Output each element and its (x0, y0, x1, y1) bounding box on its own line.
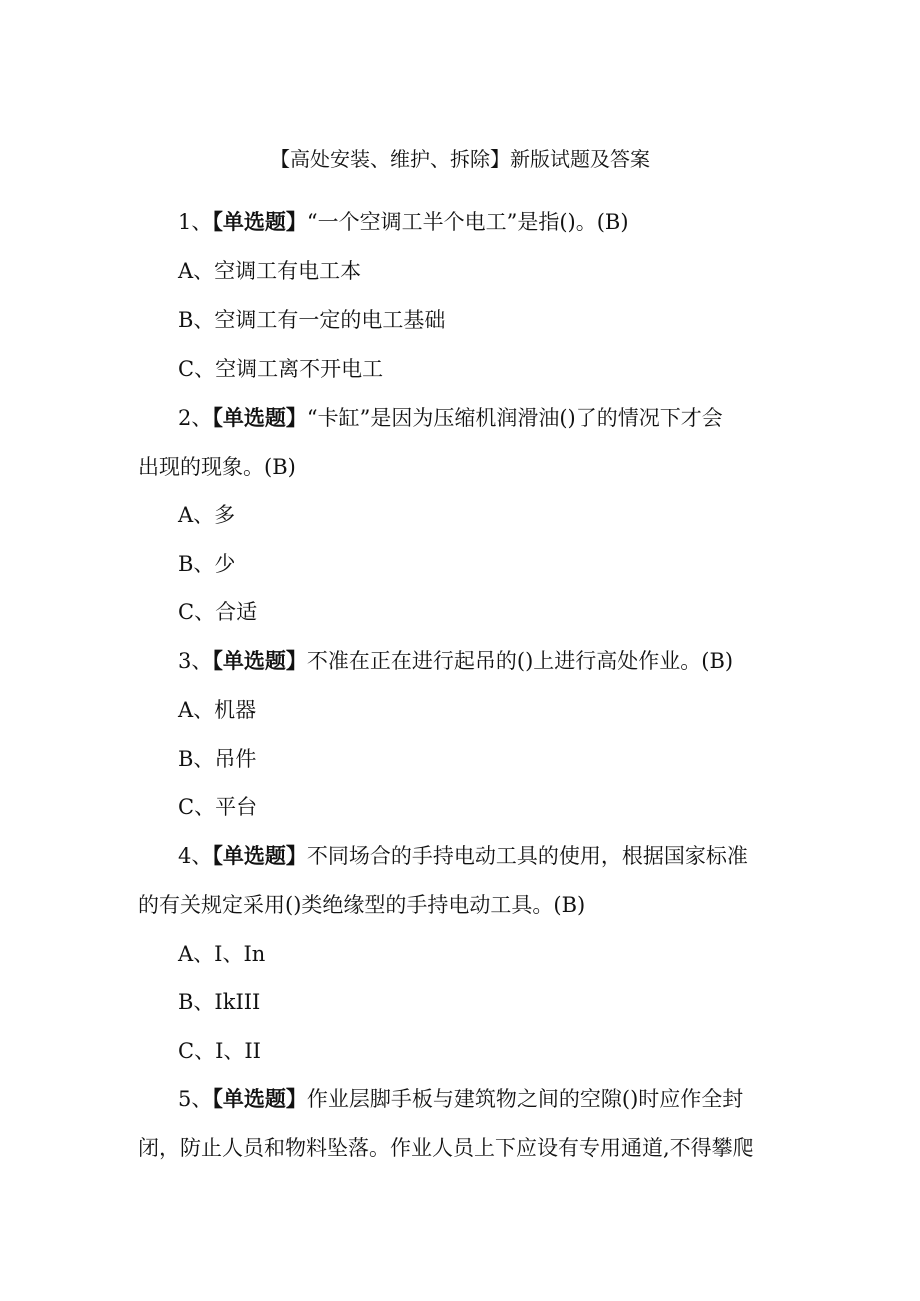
question-5-continuation: 闭，防止人员和物料坠落。作业人员上下应设有专用通道,不得攀爬 (138, 1136, 754, 1160)
option-4a: A、I、In (178, 942, 266, 966)
question-2-continuation: 出现的现象。(B) (138, 455, 296, 479)
question-type-tag: 【单选题】 (212, 844, 307, 868)
option-1a: A、空调工有电工本 (178, 259, 362, 283)
question-type-tag: 【单选题】 (212, 210, 307, 234)
option-4c: C、I、II (178, 1039, 261, 1063)
question-2 (178, 404, 723, 432)
question-3 (178, 647, 733, 675)
question-1 (178, 208, 629, 236)
option-1b: B、空调工有一定的电工基础 (178, 308, 446, 332)
document-title: 【高处安装、维护、拆除】新版试题及答案 (270, 147, 650, 171)
question-type-tag: 【单选题】 (212, 1087, 307, 1111)
question-number: 4、 (178, 844, 213, 868)
question-number: 2、 (178, 406, 213, 430)
option-3a: A、机器 (178, 698, 257, 722)
question-type-tag: 【单选题】 (212, 649, 307, 673)
question-number: 5、 (178, 1087, 213, 1111)
option-2b: B、少 (178, 552, 236, 576)
question-number: 3、 (178, 649, 213, 673)
question-4-continuation: 的有关规定采用()类绝缘型的手持电动工具。(B) (138, 893, 586, 917)
question-text: 作业层脚手板与建筑物之间的空隙()时应作全封 (306, 1087, 744, 1111)
question-type-tag: 【单选题】 (212, 406, 307, 430)
option-3b: B、吊件 (178, 747, 257, 771)
option-3c: C、平台 (178, 795, 258, 819)
option-4b: B、IkIII (178, 990, 261, 1014)
option-1c: C、空调工离不开电工 (178, 357, 384, 381)
question-text: 不同场合的手持电动工具的使用，根据国家标准 (306, 844, 748, 868)
question-text: “卡缸”是因为压缩机润滑油()了的情况下才会 (306, 406, 723, 430)
question-5 (178, 1085, 743, 1113)
question-text: 不准在正在进行起吊的()上进行高处作业。(B) (306, 649, 734, 673)
option-2a: A、多 (178, 503, 236, 527)
option-2c: C、合适 (178, 600, 258, 624)
question-number: 1、 (178, 210, 213, 234)
question-4 (178, 842, 748, 870)
question-text: “一个空调工半个电工”是指()。(B) (306, 210, 629, 234)
